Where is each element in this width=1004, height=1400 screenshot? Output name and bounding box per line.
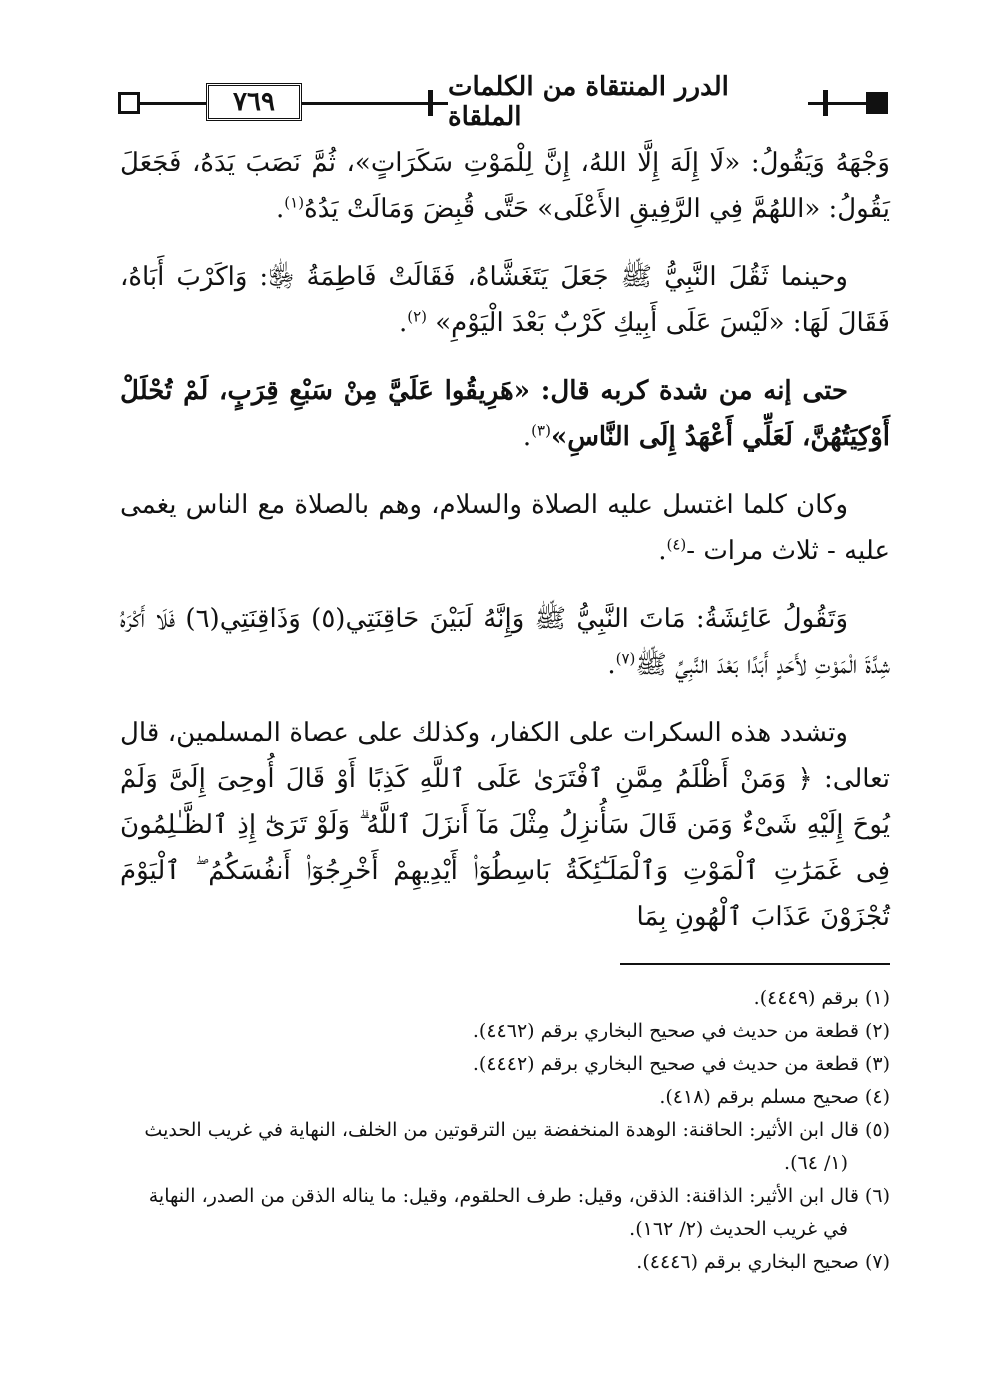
paragraph: [120, 140, 890, 232]
main-text: [120, 140, 890, 962]
paragraph: [120, 710, 890, 940]
paragraph-text: وكان كلما اغتسل عليه الصلاة والسلام، وهم بالصلاة مع الناس يغمى عليه - ثلاث مرات -: [120, 490, 890, 566]
paragraph-end: .: [607, 650, 616, 680]
header-right-ornament: [866, 92, 888, 114]
page-number: ٧٦٩: [206, 83, 302, 121]
paragraph-text: وَتَقُولُ عَائِشَةُ: مَاتَ النَّبِيُّ ﷺ وَإِنَّهُ لَبَيْنَ حَاقِنَتِي(٥) وَذَاقِنَتِي(٦) فَلَا أَكْرَهُ شِدَّةَ الْمَوْتِ لأَحَدٍ أَبَدًا بَعْدَ النَّبِيِّ ﷺ: [120, 604, 890, 680]
paragraph-end: .: [276, 194, 285, 224]
footnote-ref: (٧): [615, 649, 636, 668]
footnote: (١) برقم (٤٤٤٩).: [753, 987, 890, 1009]
paragraph-text: حتى إنه من شدة كربه قال: «هَرِيقُوا عَلَيَّ مِنْ سَبْعِ قِرَبٍ، لَمْ تُحْلَلْ أَوْكِيَتُهُنَّ، لَعَلِّي أَعْهَدُ إِلَى النَّاسِ»: [120, 376, 890, 452]
footnote: (٣) قطعة من حديث في صحيح البخاري برقم (٤٤٤٢).: [472, 1053, 890, 1075]
header-rule-middle: [302, 102, 448, 105]
paragraph-end: .: [658, 536, 667, 566]
header-rule-right: [808, 102, 866, 105]
paragraph-end: .: [522, 422, 532, 452]
page-header: [118, 72, 888, 132]
footnotes: [120, 982, 890, 1279]
paragraph: [120, 482, 890, 574]
footnote-ref: (١): [284, 193, 305, 212]
header-bar-left: [428, 90, 433, 116]
header-rule-left: [140, 102, 206, 105]
paragraph-text: وحينما ثَقُلَ النَّبِيُّ ﷺ جَعَلَ يَتَغَشَّاهُ، فَقَالَتْ فَاطِمَةُ ﵂: وَاكَرْبَ أَبَاهُ، فَقَالَ لَهَا: «لَيْسَ عَلَى أَبِيكِ كَرْبٌ بَعْدَ الْيَوْمِ»: [120, 262, 890, 338]
paragraph: [120, 368, 890, 460]
paragraph-text: وتشدد هذه السكرات على الكفار، وكذلك على عصاة المسلمين، قال تعالى: ﴿ وَمَنْ أَظْلَمُ مِمَّنِ ٱفْتَرَىٰ عَلَى ٱللَّهِ كَذِبًا أَوْ قَالَ أُوحِىَ إِلَىَّ وَلَمْ يُوحَ إِلَيْهِ شَىْءٌ وَمَن قَالَ سَأُنزِلُ مِثْلَ مَآ أَنزَلَ ٱللَّهُ ۗ وَلَوْ تَرَىٰٓ إِذِ ٱلظَّـٰلِمُونَ فِى غَمَرَٰتِ ٱلْمَوْتِ وَٱلْمَلَـٰٓئِكَةُ بَاسِطُوٓا۟ أَيْدِيهِمْ أَخْرِجُوٓا۟ أَنفُسَكُمُ ۖ ٱلْيَوْمَ تُجْزَوْنَ عَذَابَ ٱلْهُونِ بِمَا: [120, 718, 890, 932]
footnote-ref: (٢): [407, 307, 427, 326]
footnote-ref: (٤): [666, 535, 687, 554]
footnote: (٤) صحيح مسلم برقم (٤١٨).: [659, 1086, 890, 1108]
footnote-separator: [620, 963, 890, 965]
footnote: (٦) قال ابن الأثير: الذاقنة: الذقن، وقيل: طرف الحلقوم، وقيل: ما يناله الذقن من الصدر، النهاية في غريب الحديث (٢/ ١٦٢).: [148, 1185, 890, 1240]
header-left-ornament: [118, 92, 140, 114]
book-title: الدرر المنتقاة من الكلمات الملقاة: [448, 82, 808, 122]
paragraph: [120, 596, 890, 688]
paragraph: [120, 254, 890, 346]
footnote: (٥) قال ابن الأثير: الحاقنة: الوهدة المنخفضة بين الترقوتين من الخلف، النهاية في غريب الحديث (١/ ٦٤).: [144, 1119, 890, 1174]
paragraph-text: وَجْهَهُ وَيَقُولُ: «لَا إِلَهَ إِلَّا اللهُ، إِنَّ لِلْمَوْتِ سَكَرَاتٍ»، ثُمَّ نَصَبَ يَدَهُ، فَجَعَلَ يَقُولُ: «اللهُمَّ فِي الرَّفِيقِ الأَعْلَى» حَتَّى قُبِضَ وَمَالَتْ يَدُهُ: [120, 148, 890, 224]
footnote: (٢) قطعة من حديث في صحيح البخاري برقم (٤٤٦٢).: [472, 1020, 890, 1042]
paragraph-end: .: [398, 308, 408, 338]
footnote: (٧) صحيح البخاري برقم (٤٤٤٦).: [636, 1251, 890, 1273]
footnote-ref: (٣): [531, 421, 551, 440]
